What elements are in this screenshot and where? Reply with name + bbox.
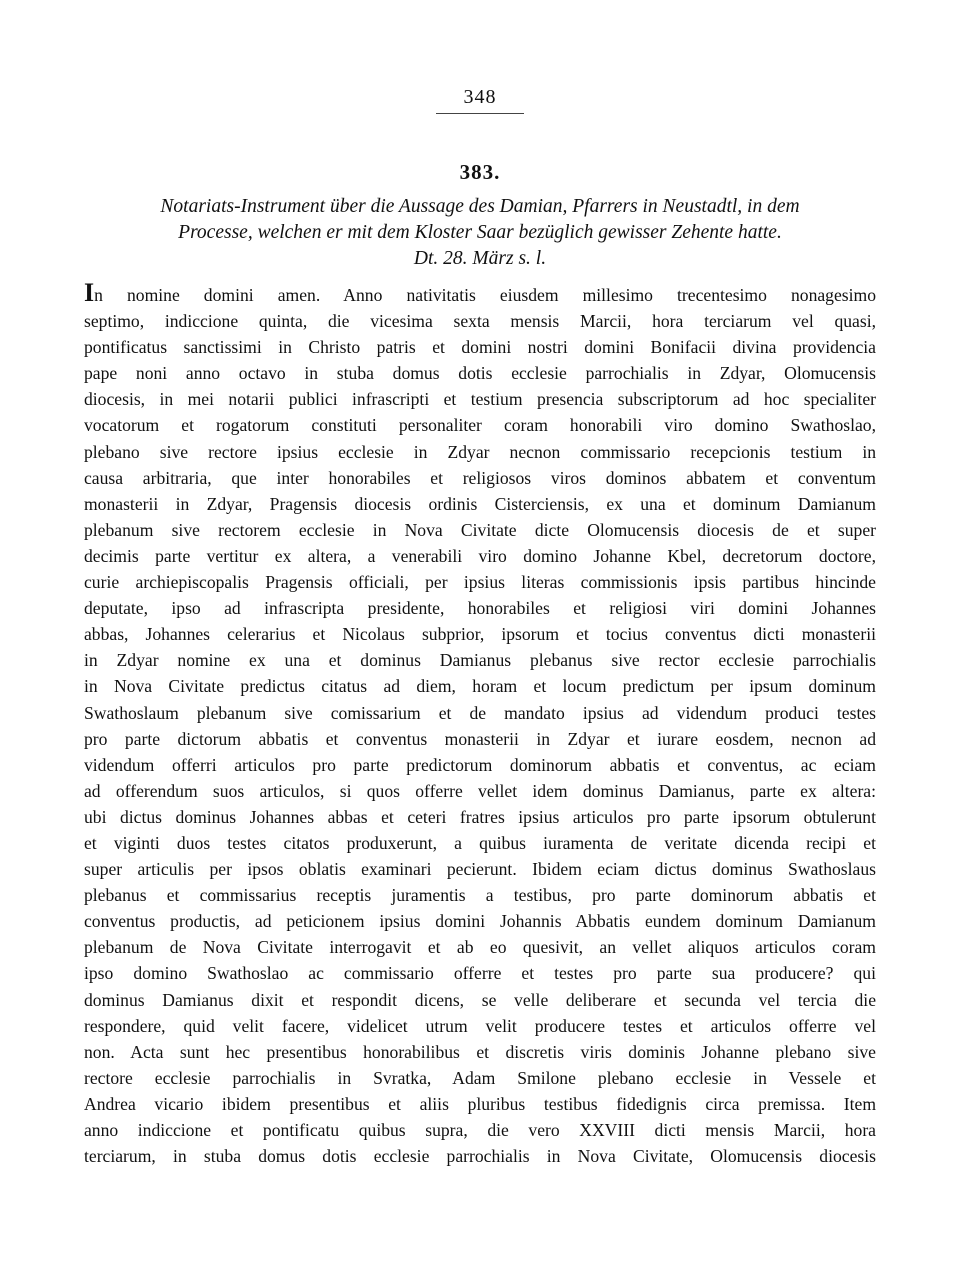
- document-heading: [84, 194, 876, 272]
- body-line: ad offerendum suos articulos, si quos offerre vellet idem dominus Damianus, parte ex altera:: [84, 780, 876, 801]
- body-line: plebanus et commissarius receptis juramentis a testibus, pro parte dominorum abbatis et: [84, 885, 876, 906]
- body-line: videndum offerri articulos pro parte predictorum dominorum abbatis et conventus, ac eciam: [84, 754, 876, 775]
- heading-line: Processe, welchen er mit dem Kloster Saar bezüglich gewisser Zehente hatte.: [178, 222, 782, 243]
- body-line: terciarum, in stuba domus dotis ecclesie parrochialis in Nova Civitate, Olomucensis diocesis: [84, 1146, 876, 1167]
- body-line: in Zdyar nomine ex una et dominus Damianus plebanus sive rector ecclesie parrochialis: [84, 650, 876, 671]
- body-text: [84, 282, 876, 1169]
- body-line: conventus productis, ad peticionem ipsius domini Johannis Abbatis eundem dominum Damianum: [84, 911, 876, 932]
- body-line: non. Acta sunt hec presentibus honorabilibus et discretis viris dominis Johanne plebano sive: [84, 1041, 876, 1062]
- body-line: curie archiepiscopalis Pragensis officiali, per ipsius literas commissionis ipsis partibus hincinde: [84, 572, 876, 593]
- initial-letter: I: [84, 282, 95, 307]
- body-line: anno indiccione et pontificatu quibus supra, die vero XXVIII dicti mensis Marcii, hora: [84, 1120, 876, 1140]
- page-number-rule: [436, 113, 524, 114]
- body-line: plebanum de Nova Civitate interrogavit et ab eo quesivit, an vellet aliquos articulos coram: [84, 937, 876, 958]
- body-line: monasterii in Zdyar, Pragensis diocesis ordinis Cisterciensis, ex una et dominum Damianum: [84, 493, 876, 514]
- body-line: abbas, Johannes celerarius et Nicolaus subprior, ipsorum et tocius conventus dicti monasterii: [84, 624, 876, 645]
- body-line: causa arbitraria, que inter honorabiles et religiosos viros dominos abbatem et conventum: [84, 467, 876, 488]
- body-line: diocesis, in mei notarii publici infrascripti et testium presencia subscriptorum ad hoc specialiter: [84, 389, 876, 410]
- page-number: 348: [463, 86, 497, 108]
- body-line: pape noni anno octavo in stuba domus dotis ecclesie parrochialis in Zdyar, Olomucensis: [84, 363, 876, 384]
- body-line: dominus Damianus dixit et respondit dicens, se velle deliberare et secunda vel tercia die: [84, 989, 876, 1010]
- body-line: ubi dictus dominus Johannes abbas et ceteri fratres ipsius articulos pro parte ipsorum obtulerunt: [84, 806, 876, 827]
- body-first-line: [84, 282, 876, 308]
- heading-date: Dt. 28. März s. l.: [413, 248, 547, 269]
- body-line: Swathoslaum plebanum sive comissarium et de mandato ipsius ad videndum produci testes: [84, 702, 876, 723]
- body-line: plebanum sive rectorem ecclesie in Nova Civitate dicte Olomucensis diocesis de et super: [84, 519, 876, 540]
- body-line: plebano sive rectore ipsius ecclesie in Zdyar necnon commissario recepcionis testium in: [84, 441, 876, 462]
- document-number: 383.: [459, 160, 501, 184]
- first-line-text: n nomine domini amen. Anno nativitatis eiusdem millesimo trecentesimo nonagesimo: [94, 285, 876, 305]
- body-line: pro parte dictorum abbatis et conventus monasterii in Zdyar et iurare eosdem, necnon ad: [84, 728, 876, 749]
- body-line: vocatorum et rogatorum constituti personaliter coram honorabili viro domino Swathoslao,: [84, 415, 876, 436]
- body-line: decimis parte vertitur ex altera, a venerabili viro domino Johanne Kbel, decretorum doctore,: [84, 545, 876, 566]
- page-header: [0, 86, 960, 114]
- body-line: respondere, quid velit facere, videlicet utrum velit producere testes et articulos offerre vel: [84, 1015, 876, 1036]
- body-line: pontificatus sanctissimi in Christo patris et domini nostri domini Bonifacii divina providencia: [84, 337, 876, 358]
- body-line: ipso domino Swathoslao ac commissario offerre et testes pro parte sua producere? qui: [84, 963, 876, 984]
- body-line: Andrea vicario ibidem presentibus et aliis pluribus testibus fidedignis circa premissa. Item: [84, 1093, 876, 1114]
- heading-line: Notariats-Instrument über die Aussage des Damian, Pfarrers in Neustadtl, in dem: [160, 196, 800, 217]
- body-line: rectore ecclesie parrochialis in Svratka, Adam Smilone plebano ecclesie in Vessele et: [84, 1067, 876, 1088]
- body-line: deputate, ipso ad infrascripta presidente, honorabiles et religiosi viri domini Johannes: [84, 598, 876, 619]
- body-line: et viginti duos testes citatos produxerunt, a quibus iuramenta de veritate dicenda recipi et: [84, 832, 876, 853]
- body-line: septimo, indiccione quinta, die vicesima sexta mensis Marcii, hora terciarum vel quasi,: [84, 311, 876, 332]
- body-line: super articulis per ipsos oblatis examinari pecierunt. Ibidem eciam dictus dominus Swathoslaus: [84, 859, 876, 880]
- body-line: in Nova Civitate predictus citatus ad diem, horam et locum predictum per ipsum dominum: [84, 676, 876, 697]
